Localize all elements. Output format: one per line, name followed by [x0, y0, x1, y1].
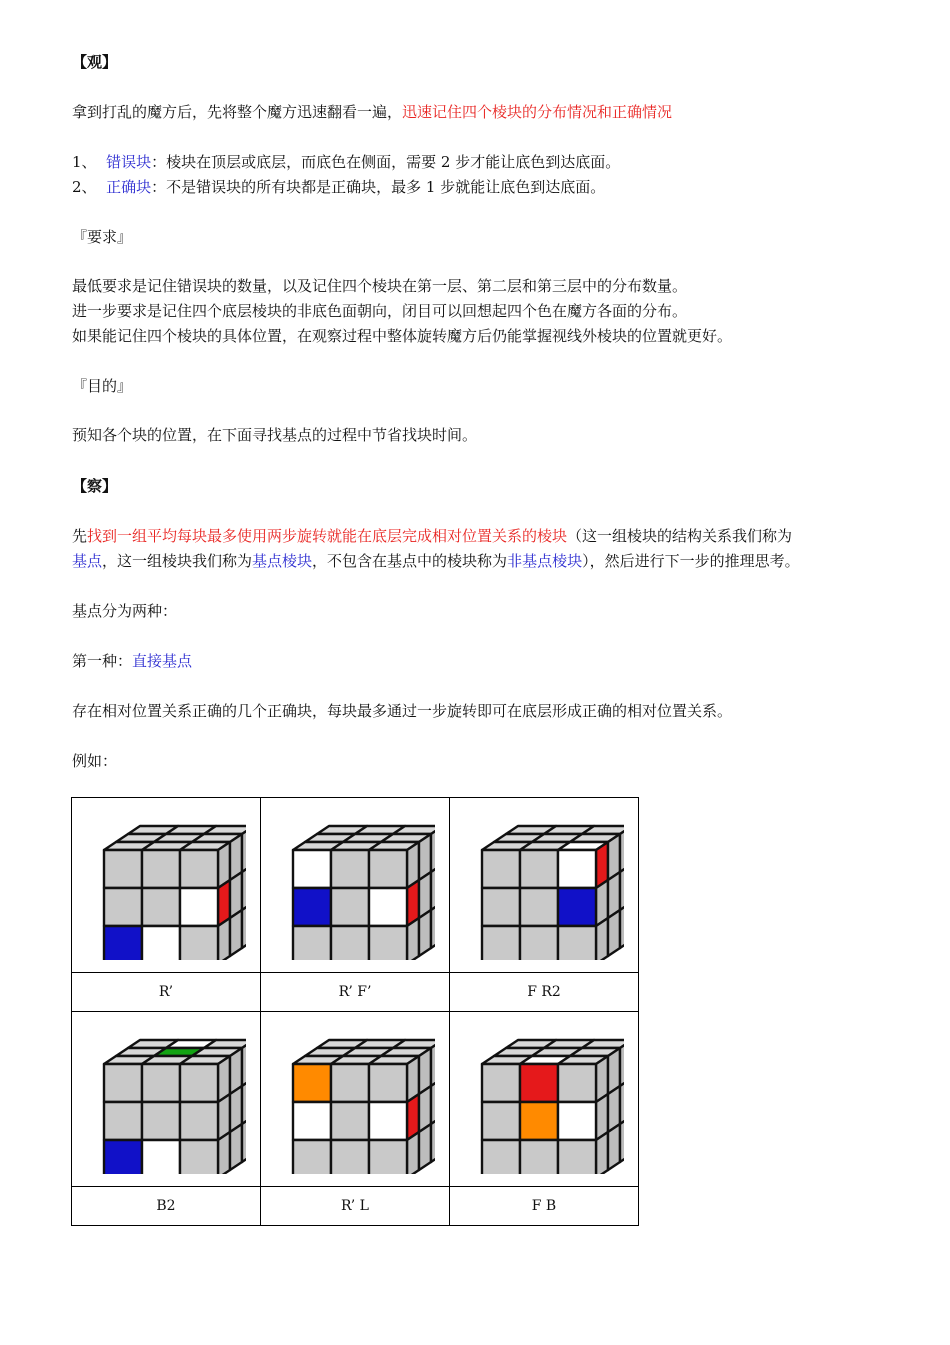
grey-sticker — [331, 1102, 369, 1140]
grey-sticker — [620, 864, 624, 910]
grey-sticker — [180, 1064, 218, 1102]
colored-sticker — [558, 888, 596, 926]
grey-sticker — [431, 864, 435, 910]
grey-sticker — [242, 826, 246, 872]
grey-sticker — [142, 1064, 180, 1102]
goal-title: 『目的』 — [72, 377, 133, 395]
grey-sticker — [608, 910, 620, 956]
grey-sticker — [431, 1116, 435, 1162]
first-type-label: 第一种： — [72, 652, 133, 670]
grey-sticker — [419, 910, 431, 956]
grey-sticker — [218, 918, 230, 960]
grey-sticker — [331, 926, 369, 960]
colored-sticker — [293, 850, 331, 888]
term-wrong-block: 错误块 — [106, 153, 152, 171]
term-basepoint: 基点 — [72, 552, 103, 570]
cube-diagram — [275, 1024, 435, 1174]
grey-sticker — [558, 1140, 596, 1174]
types-intro: 基点分为两种： — [72, 602, 178, 620]
grey-sticker — [104, 850, 142, 888]
basepoint-paragraph-line2 — [72, 551, 800, 571]
example-image-cell — [261, 1012, 450, 1187]
text-span: ），然后进行下一步的推理思考。 — [582, 552, 800, 570]
grey-sticker — [520, 850, 558, 888]
move-label: B2 — [72, 1187, 261, 1226]
section-title-cha: 【察】 — [72, 477, 118, 495]
grey-sticker — [331, 1140, 369, 1174]
cube-diagram — [464, 810, 624, 960]
grey-sticker — [482, 1064, 520, 1102]
grey-sticker — [482, 1102, 520, 1140]
grey-sticker — [558, 1064, 596, 1102]
grey-sticker — [608, 1124, 620, 1170]
intro-paragraph — [72, 102, 672, 122]
grey-sticker — [482, 926, 520, 960]
basepoint-paragraph-line1 — [72, 526, 792, 546]
grey-sticker — [242, 1116, 246, 1162]
colored-sticker — [558, 850, 596, 888]
intro-text: 拿到打乱的魔方后，先将整个魔方迅速翻看一遍， — [72, 103, 403, 121]
grey-sticker — [104, 888, 142, 926]
text-span: ，不包含在基点中的棱块称为 — [312, 552, 508, 570]
grey-sticker — [620, 1040, 624, 1086]
grey-sticker — [369, 850, 407, 888]
move-label: R’ F’ — [261, 973, 450, 1012]
move-label: F B — [450, 1187, 639, 1226]
move-label: R’ — [72, 973, 261, 1012]
cube-diagram — [464, 1024, 624, 1174]
requirements-title: 『要求』 — [72, 228, 133, 246]
colored-sticker — [142, 926, 180, 960]
basepoint-highlight: 找到一组平均每块最多使用两步旋转就能在底层完成相对位置关系的棱块 — [87, 527, 568, 545]
requirement-line: 如果能记住四个棱块的具体位置，在观察过程中整体旋转魔方后仍能掌握视线外棱块的位置就更好。 — [72, 327, 733, 345]
colored-sticker — [104, 1140, 142, 1174]
list-item-text: ：棱块在顶层或底层，而底色在侧面，需要 2 步才能让底色到达底面。 — [151, 153, 621, 171]
grey-sticker — [331, 850, 369, 888]
colored-sticker — [293, 1102, 331, 1140]
grey-sticker — [142, 850, 180, 888]
grey-sticker — [482, 850, 520, 888]
list-item-number: 1、 — [72, 153, 97, 171]
grey-sticker — [596, 1132, 608, 1174]
grey-sticker — [331, 1064, 369, 1102]
colored-sticker — [558, 1102, 596, 1140]
term-basepoint-edges: 基点棱块 — [252, 552, 313, 570]
goal-text: 预知各个块的位置，在下面寻找基点的过程中节省找块时间。 — [72, 426, 478, 444]
examples-table — [71, 797, 639, 1226]
text-span: 先 — [72, 527, 88, 545]
colored-sticker — [142, 1140, 180, 1174]
grey-sticker — [520, 888, 558, 926]
grey-sticker — [230, 1124, 242, 1170]
section-title-guan: 【观】 — [72, 53, 118, 71]
grey-sticker — [369, 1140, 407, 1174]
grey-sticker — [431, 902, 435, 948]
grey-sticker — [230, 910, 242, 956]
first-type — [72, 651, 192, 671]
colored-sticker — [180, 888, 218, 926]
colored-sticker — [293, 888, 331, 926]
grey-sticker — [431, 826, 435, 872]
grey-sticker — [242, 1078, 246, 1124]
grey-sticker — [142, 1102, 180, 1140]
colored-sticker — [293, 1064, 331, 1102]
cube-diagram — [86, 810, 246, 960]
list-item — [72, 177, 605, 197]
grey-sticker — [180, 1140, 218, 1174]
grey-sticker — [407, 1132, 419, 1174]
grey-sticker — [620, 902, 624, 948]
grey-sticker — [482, 888, 520, 926]
grey-sticker — [431, 1040, 435, 1086]
grey-sticker — [293, 1140, 331, 1174]
example-image-cell — [261, 798, 450, 973]
requirement-line: 最低要求是记住错误块的数量，以及记住四个棱块在第一层、第二层和第三层中的分布数量。 — [72, 277, 688, 295]
grey-sticker — [104, 1064, 142, 1102]
grey-sticker — [620, 1116, 624, 1162]
example-image-cell — [450, 1012, 639, 1187]
list-item-number: 2、 — [72, 178, 97, 196]
term-non-basepoint-edges: 非基点棱块 — [507, 552, 583, 570]
intro-highlight: 迅速记住四个棱块的分布情况和正确情况 — [402, 103, 673, 121]
grey-sticker — [218, 1132, 230, 1174]
grey-sticker — [482, 1140, 520, 1174]
grey-sticker — [142, 888, 180, 926]
move-label: R’ L — [261, 1187, 450, 1226]
colored-sticker — [104, 926, 142, 960]
grey-sticker — [369, 926, 407, 960]
term-direct-basepoint: 直接基点 — [132, 652, 193, 670]
cube-diagram — [275, 810, 435, 960]
grey-sticker — [242, 1040, 246, 1086]
text-span: （这一组棱块的结构关系我们称为 — [567, 527, 793, 545]
term-correct-block: 正确块 — [106, 178, 152, 196]
grey-sticker — [520, 926, 558, 960]
grey-sticker — [293, 926, 331, 960]
requirement-line: 进一步要求是记住四个底层棱块的非底色面朝向，闭目可以回想起四个色在魔方各面的分布。 — [72, 302, 688, 320]
grey-sticker — [180, 926, 218, 960]
grey-sticker — [419, 1124, 431, 1170]
colored-sticker — [369, 888, 407, 926]
colored-sticker — [369, 1102, 407, 1140]
grey-sticker — [180, 1102, 218, 1140]
grey-sticker — [520, 1140, 558, 1174]
grey-sticker — [331, 888, 369, 926]
list-item-text: ：不是错误块的所有块都是正确块，最多 1 步就能让底色到达底面。 — [151, 178, 606, 196]
colored-sticker — [520, 1064, 558, 1102]
text-span: ，这一组棱块我们称为 — [102, 552, 253, 570]
cube-diagram — [86, 1024, 246, 1174]
grey-sticker — [620, 826, 624, 872]
grey-sticker — [104, 1102, 142, 1140]
grey-sticker — [242, 864, 246, 910]
example-image-cell — [450, 798, 639, 973]
grey-sticker — [180, 850, 218, 888]
list-item — [72, 152, 620, 172]
colored-sticker — [520, 1102, 558, 1140]
grey-sticker — [242, 902, 246, 948]
grey-sticker — [407, 918, 419, 960]
grey-sticker — [620, 1078, 624, 1124]
grey-sticker — [558, 926, 596, 960]
example-label: 例如： — [72, 752, 118, 770]
move-label: F R2 — [450, 973, 639, 1012]
first-type-description: 存在相对位置关系正确的几个正确块，每块最多通过一步旋转即可在底层形成正确的相对位置关系。 — [72, 702, 733, 720]
example-image-cell — [72, 798, 261, 973]
grey-sticker — [369, 1064, 407, 1102]
grey-sticker — [431, 1078, 435, 1124]
grey-sticker — [596, 918, 608, 960]
example-image-cell — [72, 1012, 261, 1187]
